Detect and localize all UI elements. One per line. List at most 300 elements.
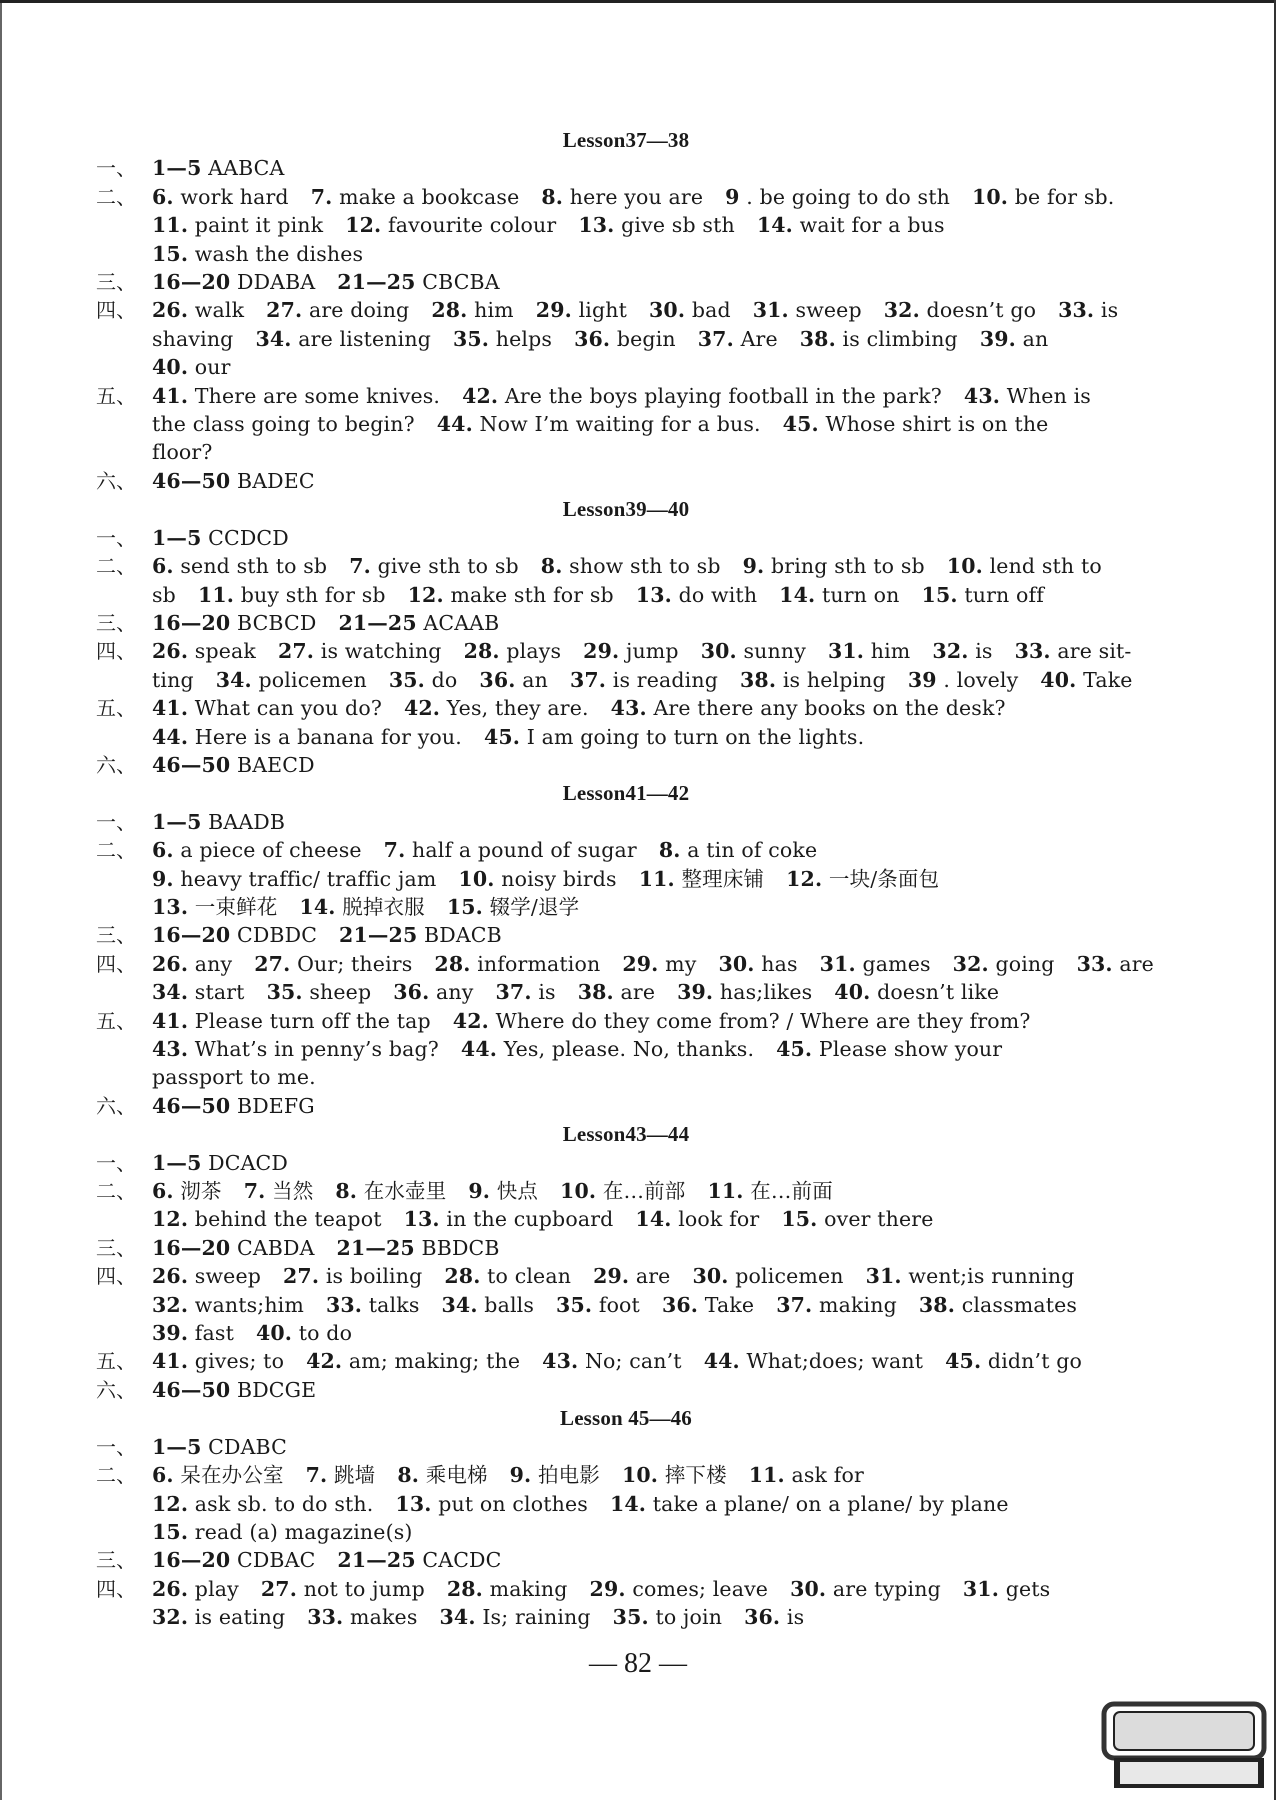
answer-item [698,327,778,351]
answer-item [639,867,764,891]
answer-text: passport to me. [152,1065,316,1090]
section-label: 六、 [96,752,137,777]
answer-section [96,1376,1156,1404]
answer-line [152,1035,1156,1063]
answer-text: CDABC [208,1434,287,1459]
lesson-block [96,126,1156,495]
question-number: 33. [325,1292,363,1317]
answer-text: 在水壶里 [363,1179,447,1204]
answer-line [152,950,1156,978]
answer-item [337,270,499,294]
answer-text: my [665,951,697,976]
answer-item [776,1293,897,1317]
answer-item [152,1065,316,1089]
answer-line [152,978,1156,1006]
answer-text: BAECD [236,752,315,777]
section-label: 三、 [96,270,137,295]
answer-item [1058,298,1118,322]
answer-item [757,213,945,237]
answer-item [828,639,910,663]
answer-text: send sth to sb [180,554,328,579]
answer-section [96,1461,1156,1546]
answer-section [96,1546,1156,1574]
answer-line [152,1149,1156,1177]
answer-line [152,296,1156,324]
answer-item [349,554,519,578]
answer-item [541,554,721,578]
question-number: 6. [152,1463,174,1488]
question-number: 38. [577,980,614,1005]
answer-text: doesn’t go [926,298,1037,323]
question-number: 29. [593,1264,630,1289]
answer-item [152,838,362,862]
answer-text: makes [350,1605,418,1630]
answer-line [152,609,1156,637]
answer-text: walk [194,298,245,323]
answer-text: 跳墙 [334,1463,376,1488]
answer-text: make sth for sb [450,582,614,607]
question-number: 43. [963,383,1001,408]
section-label: 六、 [96,1377,137,1402]
answer-item [299,895,424,919]
answer-line [152,1205,1156,1233]
answer-item [743,554,925,578]
answer-text: is boiling [325,1264,423,1289]
answer-section [96,1007,1156,1092]
answer-item [635,1207,759,1231]
answer-text: fast [194,1321,234,1346]
answer-item [440,1605,591,1629]
question-number: 9. [509,1463,532,1488]
answer-text: BDCGE [236,1377,317,1402]
answer-item [932,639,992,663]
answer-item [152,1151,288,1175]
answer-item [152,639,256,663]
answer-section [96,1433,1156,1461]
answer-item [152,895,277,919]
question-number: 29. [622,951,659,976]
question-number: 14. [299,894,336,919]
answer-item [152,1264,261,1288]
answer-text: a piece of cheese [180,838,362,863]
answer-section [96,552,1156,609]
page-number: — 82 — [589,1648,687,1679]
answer-item [963,1577,1050,1601]
answer-item [152,242,363,266]
answer-item [261,1577,425,1601]
answer-item [152,1009,431,1033]
question-number: 28. [431,298,468,323]
question-number: 38. [799,326,836,351]
question-number: 36. [393,980,430,1005]
answer-line [152,524,1156,552]
answer-text: him [870,639,911,664]
lesson-block [96,1404,1156,1631]
answer-text: CABDA [236,1235,315,1260]
answer-text: Here is a banana for you. [194,724,462,749]
question-number: 35. [388,667,425,692]
question-number: 37. [569,667,607,692]
answer-text: No; can’t [584,1349,682,1374]
answer-item [152,327,233,351]
answer-text: CDBDC [236,923,318,948]
answer-text: Are [740,326,778,351]
answer-item [908,668,1018,692]
lesson-title: Lesson41—42 [562,781,690,806]
question-number: 8. [540,554,563,579]
question-number: 30. [700,639,737,664]
answer-text: is eating [194,1605,286,1630]
page-top-edge [0,0,1276,3]
question-number: 12. [345,213,382,238]
answer-item [613,1605,722,1629]
answer-text: classmates [961,1292,1078,1317]
answer-text: heavy traffic/ traffic jam [180,866,437,891]
answer-item [484,725,864,749]
question-number: 9 [725,184,740,209]
answer-item [244,1179,314,1203]
answer-text: What can you do? [194,696,382,721]
answer-text: give sth to sb [377,554,519,579]
question-number: 40. [255,1321,293,1346]
answer-item [464,639,562,663]
answer-text: ACAAB [423,610,500,635]
question-number: 31. [962,1576,1000,1601]
section-label: 一、 [96,809,137,834]
section-label: 一、 [96,1434,137,1459]
question-number: 33. [1076,951,1113,976]
question-number: 39 [907,667,937,692]
answer-text: is [1100,298,1119,323]
question-number: 30. [692,1264,729,1289]
answer-item [389,668,458,692]
lesson-title: Lesson37—38 [562,128,690,152]
answer-text: work hard [180,184,289,209]
question-number: 11. [152,213,189,238]
answer-item [461,1037,754,1061]
question-number: 35. [556,1292,593,1317]
answer-text: . lovely [943,667,1019,692]
question-number: 30. [790,1576,827,1601]
answer-text: talks [368,1292,420,1317]
question-number: 31. [865,1264,902,1289]
answer-item [404,1207,614,1231]
question-number: 42. [452,1008,489,1033]
question-number: 34. [152,980,189,1005]
answer-text: begin [616,326,676,351]
answer-text: BDEFG [236,1093,315,1118]
answer-line [152,1461,1156,1489]
question-number: 28. [463,639,500,664]
answer-item [337,1548,501,1572]
question-number: 30. [649,298,686,323]
question-number: 14. [779,582,816,607]
answer-section [96,609,1156,637]
answer-line [152,240,1156,268]
question-number: 13. [635,582,672,607]
answer-text: is [538,980,556,1005]
answer-text: give sb sth [621,213,735,238]
question-number: 6. [152,184,174,209]
question-number: 1—5 [152,1150,202,1175]
question-number: 42. [306,1349,343,1374]
answer-text: our [194,355,231,380]
answer-item [404,696,589,720]
answer-text: half a pound of sugar [412,838,637,863]
question-number: 12. [786,866,823,891]
answer-item [447,895,579,919]
answer-text: make a bookcase [339,184,520,209]
question-number: 13. [395,1491,432,1516]
answer-text: buy sth for sb [240,582,386,607]
answer-line [152,581,1156,609]
answer-item [431,298,513,322]
answer-line [152,637,1156,665]
answer-text: 辍学/退学 [489,894,580,919]
question-number: 46—50 [152,1377,231,1402]
answer-section [96,1347,1156,1375]
answer-item [574,327,676,351]
answer-item [707,1179,832,1203]
question-number: 29. [535,298,572,323]
question-number: 9. [468,1179,491,1204]
answer-line [152,723,1156,751]
question-number: 21—25 [339,923,418,948]
answer-text: plays [506,639,562,664]
question-number: 15. [446,894,483,919]
answer-text: not to jump [303,1576,425,1601]
answer-text: What’s in penny’s bag? [194,1037,439,1061]
answer-item [866,1264,1075,1288]
answer-section [96,183,1156,268]
answer-text: him [474,298,514,323]
answer-item [578,213,734,237]
answer-text: gives; to [194,1349,285,1374]
answer-item [152,696,382,720]
answer-text: 沏茶 [180,1179,222,1204]
question-number: 45. [945,1349,982,1374]
answer-item [704,1349,923,1373]
section-label: 一、 [96,156,137,181]
question-number: 34. [441,1292,478,1317]
question-number: 36. [744,1605,781,1630]
answer-item [692,1264,843,1288]
answer-item [152,810,285,834]
question-number: 27. [266,298,303,323]
answer-item [740,668,886,692]
answer-text: 整理床铺 [681,866,765,891]
question-number: 41. [152,1008,189,1033]
answer-text: Yes, please. No, thanks. [503,1037,755,1061]
answer-line [152,1092,1156,1120]
question-number: 43. [542,1349,579,1374]
answer-text: sheep [309,980,372,1005]
question-number: 37. [495,980,532,1005]
answer-line [152,211,1156,239]
answer-item [345,213,556,237]
answer-line [152,1319,1156,1347]
answer-item [152,355,231,379]
section-label: 二、 [96,1179,137,1204]
answer-line [152,1490,1156,1518]
answer-item [306,1349,520,1373]
question-number: 40. [152,355,189,380]
question-number: 31. [752,298,789,323]
answer-text: helps [495,326,553,351]
answer-item [393,980,473,1004]
question-number: 27. [254,951,291,976]
section-label: 四、 [96,298,137,323]
question-number: 27. [283,1264,320,1289]
question-number: 29. [589,1576,626,1601]
section-label: 二、 [96,1463,137,1488]
answer-text: going [995,951,1055,976]
question-number: 35. [452,326,490,351]
question-number: 10. [458,866,495,891]
answer-text: take a plane/ on a plane/ by plane [652,1491,1009,1516]
question-number: 28. [446,1576,483,1601]
answer-item [542,1349,682,1373]
answer-item [701,639,806,663]
question-number: 7. [305,1463,328,1488]
question-number: 13. [152,894,189,919]
answer-item [884,298,1036,322]
answer-item [820,952,931,976]
answer-section [96,268,1156,296]
answer-text: BBDCB [421,1235,500,1260]
lesson-block [96,1120,1156,1404]
question-number: 44. [703,1349,740,1374]
question-number: 32. [152,1605,189,1630]
answer-item [776,1037,1002,1061]
answer-item [447,1577,568,1601]
answer-section [96,1262,1156,1347]
question-number: 32. [932,639,969,664]
question-number: 7. [349,554,371,579]
section-label: 三、 [96,1235,137,1260]
answer-line [152,1291,1156,1319]
answer-text: shaving [152,326,234,351]
question-number: 46—50 [152,468,231,493]
answer-text: are [635,1264,671,1289]
question-number: 1—5 [152,525,202,550]
answer-item [964,384,1091,408]
answer-text: BADEC [236,468,315,493]
answer-item [610,1492,1009,1516]
answer-section [96,524,1156,552]
answer-item [152,980,245,1004]
answer-item [442,1293,535,1317]
answer-text: behind the teapot [194,1207,382,1232]
section-label: 五、 [96,383,137,408]
answer-item [744,1605,804,1629]
answer-item [152,1293,304,1317]
answer-item [216,668,367,692]
answer-item [947,554,1102,578]
answer-text: wash the dishes [194,241,364,266]
answer-text: turn on [821,582,900,607]
question-number: 36. [479,667,516,692]
answer-item [395,1492,588,1516]
section-label: 二、 [96,554,137,579]
answer-text: 一束鲜花 [194,894,278,919]
answer-item [152,611,316,635]
answer-text: bring sth to sb [771,554,925,579]
question-number: 14. [635,1207,672,1232]
answer-text: making [819,1292,897,1317]
answer-item [622,952,696,976]
answer-text: is [786,1605,805,1630]
answer-line [152,1063,1156,1091]
answer-section [96,921,1156,949]
question-number: 12. [152,1207,189,1232]
answer-section [96,637,1156,694]
answer-text: What;does; want [746,1349,924,1374]
question-number: 32. [152,1292,189,1317]
question-number: 41. [152,696,189,721]
answer-item [306,1463,376,1487]
question-number: 13. [403,1207,440,1232]
answer-text: noisy birds [501,866,617,891]
answer-text: any [436,980,474,1005]
answer-text: doesn’t like [877,980,1000,1005]
answer-text: are sit- [1057,639,1132,664]
answer-text: favourite colour [388,213,557,238]
answer-text: information [477,951,601,976]
answer-item [152,412,415,436]
answer-item [444,1264,571,1288]
question-number: 28. [444,1264,481,1289]
question-number: 44. [436,412,473,437]
answer-line [152,865,1156,893]
question-number: 42. [462,383,499,408]
answer-text: a tin of coke [687,838,818,863]
answer-text: play [194,1576,239,1601]
answer-item [408,583,614,607]
answer-item [1015,639,1132,663]
question-number: 46—50 [152,1093,231,1118]
answer-line [152,921,1156,949]
answer-text: There are some knives. [194,383,441,408]
answer-item [800,327,958,351]
question-number: 44. [460,1037,498,1061]
question-number: 11. [638,866,675,891]
answer-item [152,1349,284,1373]
answer-item [152,213,323,237]
answer-text: an [1022,326,1049,351]
answer-text: CCDCD [208,525,289,550]
lesson-title: Lesson43—44 [562,1122,690,1147]
question-number: 27. [277,639,315,664]
answer-text: are doing [308,298,410,323]
answer-text: Yes, they are. [446,696,589,721]
answer-item [152,156,284,180]
answer-item [659,838,817,862]
answer-text: DCACD [208,1150,288,1175]
answer-text: here you are [569,184,704,209]
answer-item [636,583,757,607]
question-number: 1—5 [152,809,202,834]
answer-item [152,1207,382,1231]
answer-line [152,1433,1156,1461]
answer-item [622,1463,727,1487]
answer-text: making [489,1576,568,1601]
section-label: 三、 [96,610,137,635]
question-number: 27. [260,1576,298,1601]
answer-item [254,952,412,976]
lesson-block [96,779,1156,1120]
answer-text: Our; theirs [297,951,413,976]
